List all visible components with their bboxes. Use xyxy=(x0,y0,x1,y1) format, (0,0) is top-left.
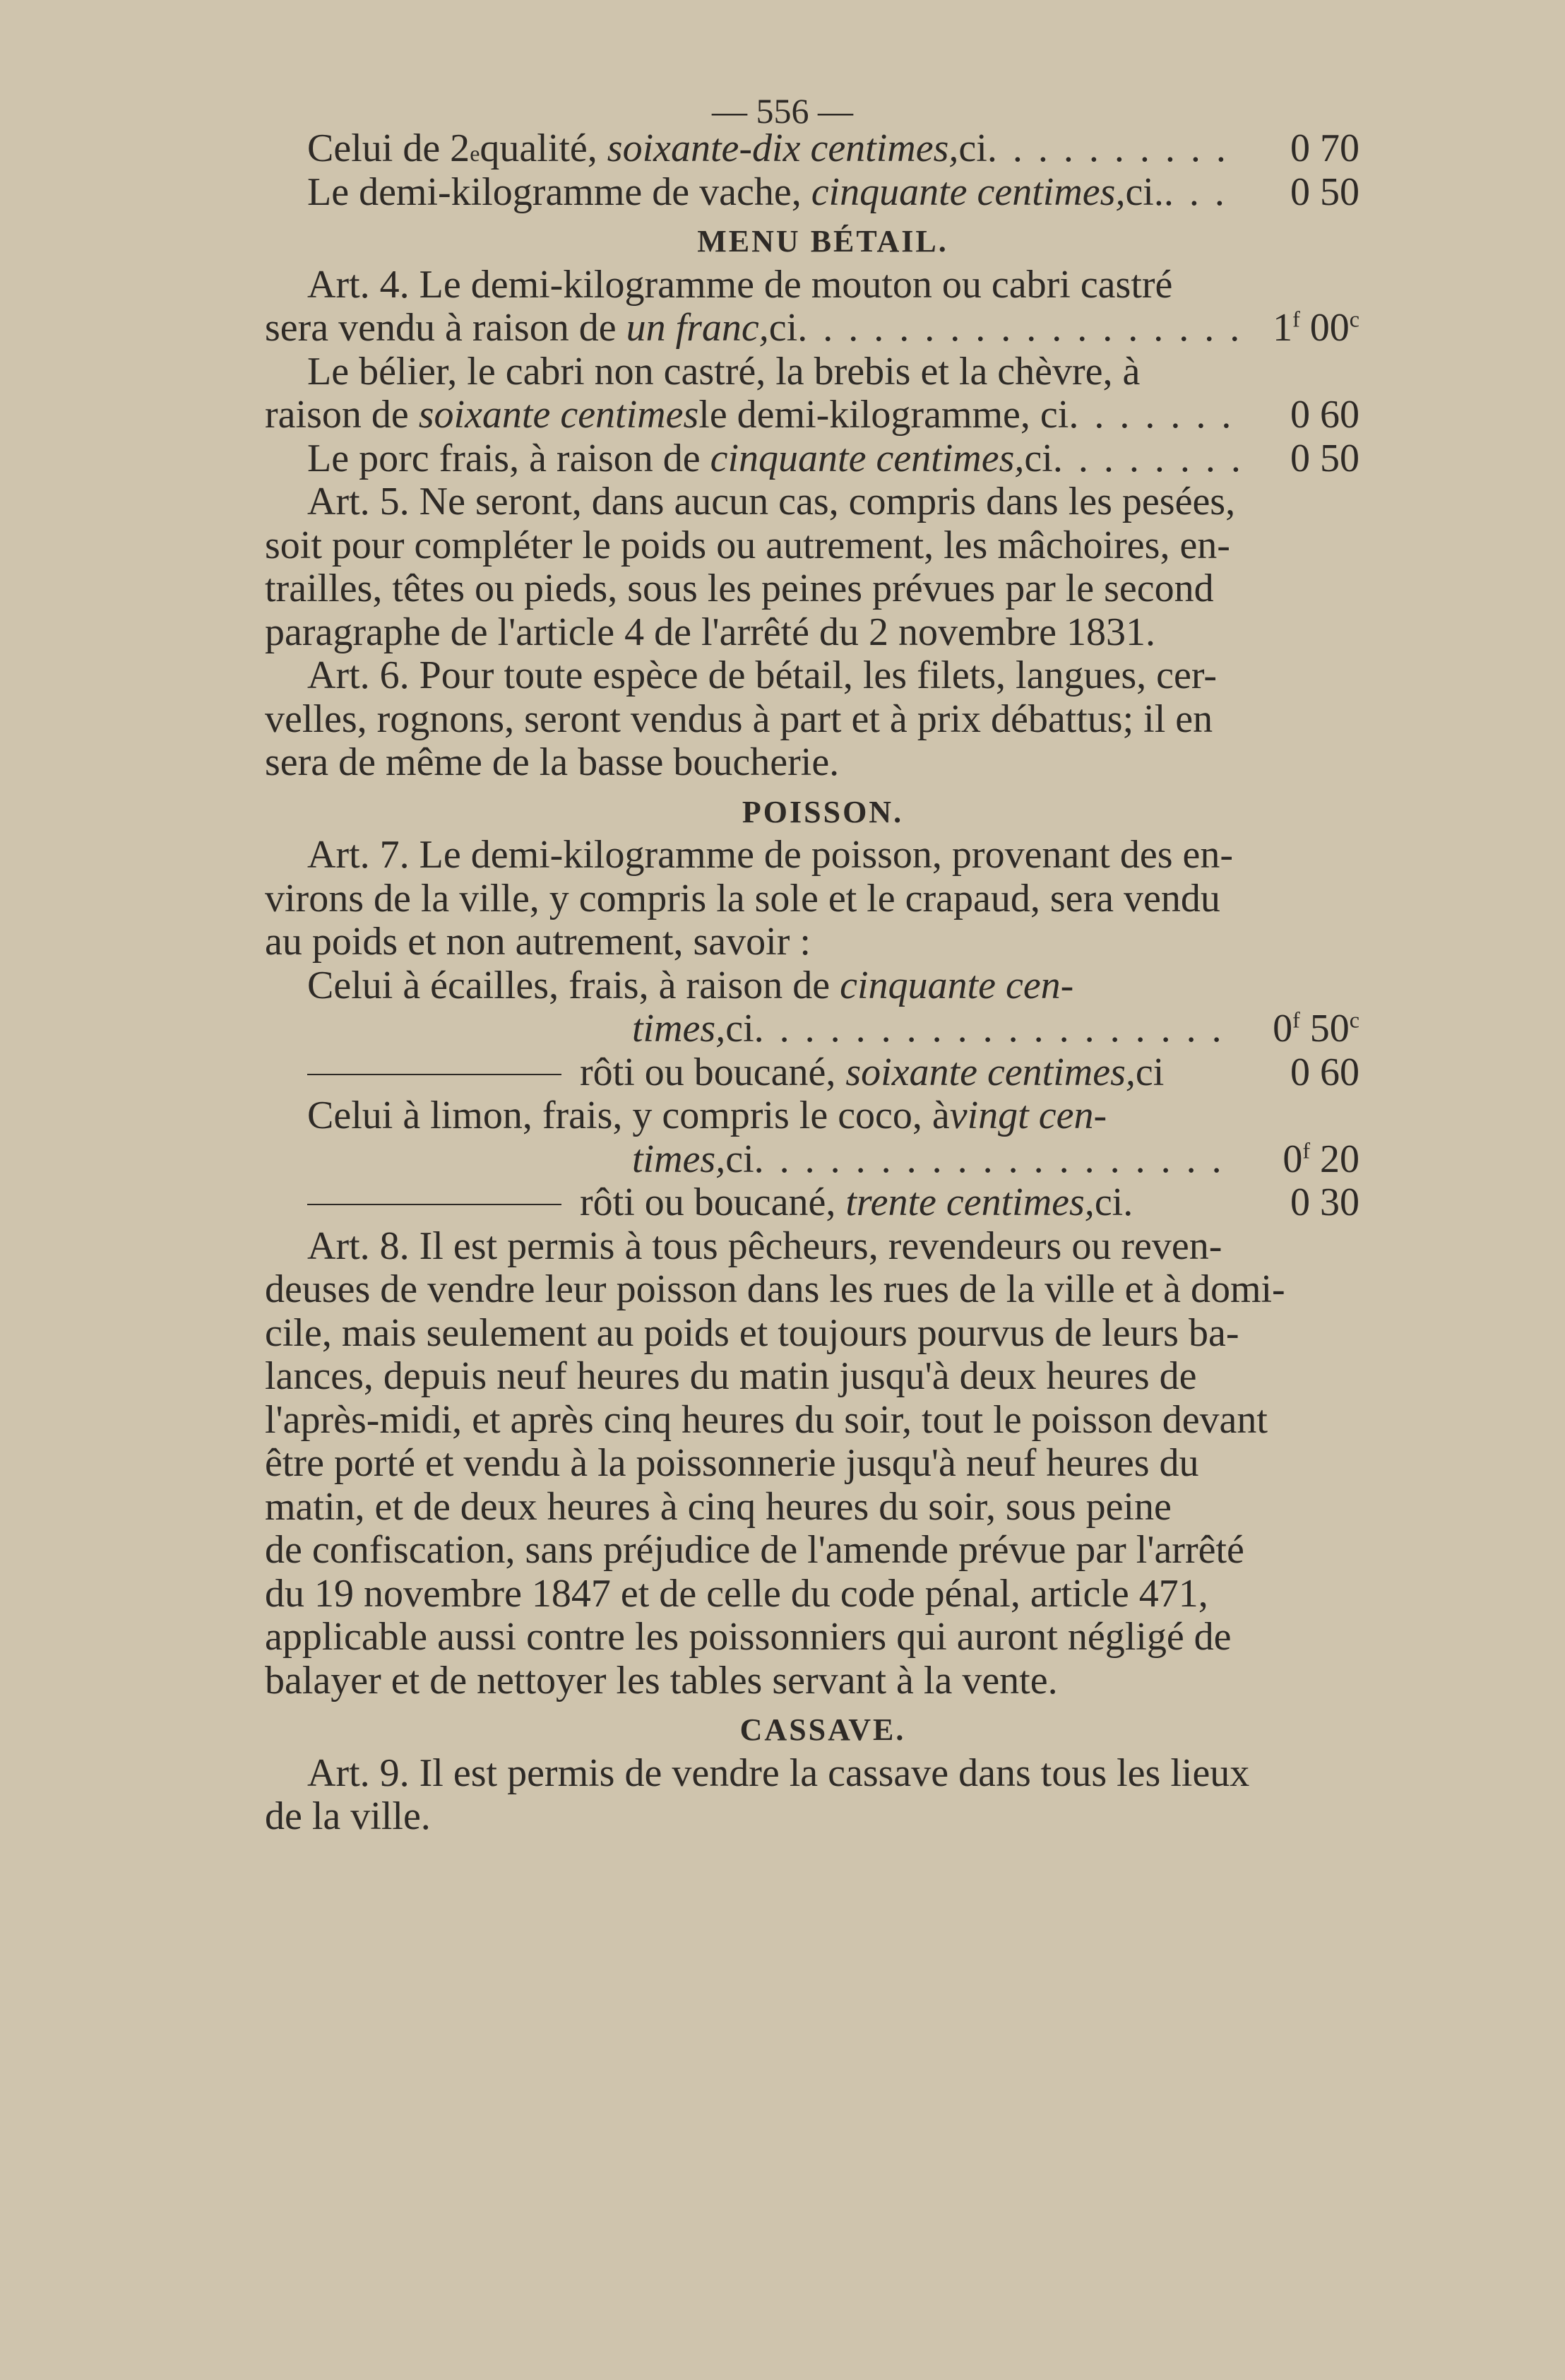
text-line: matin, et de deux heures à cinq heures du soir, sous peine xyxy=(265,1484,1172,1529)
price-line-limon-roti: rôti ou boucané, trente centimes, ci. 0 30 xyxy=(265,1181,1381,1225)
text-line: virons de la ville, y compris la sole et le crapaud, sera vendu xyxy=(265,876,1220,920)
text-line: sera de même de la basse boucherie. xyxy=(265,740,840,784)
ditto-rule xyxy=(307,1074,561,1075)
page-number: — 556 — xyxy=(712,91,853,131)
text-line: paragraphe de l'article 4 de l'arrêté du 2 novembre 1831. xyxy=(265,610,1155,654)
text-line: deuses de vendre leur poisson dans les rues de la ville et à domi- xyxy=(265,1267,1285,1311)
ditto-rule xyxy=(307,1204,561,1205)
price-line-limon: times, ci . . . 0$^f$ 20 xyxy=(265,1138,1381,1182)
text-line: Celui à limon, frais, y compris le coco, à vingt cen- xyxy=(307,1094,1107,1137)
text-line: Celui à écailles, frais, à raison de cinquante cen- xyxy=(307,963,1074,1007)
text-line: applicable aussi contre les poissonniers qui auront négligé de xyxy=(265,1615,1232,1659)
price: 0 50 xyxy=(1290,436,1359,480)
text-line: au poids et non autrement, savoir : xyxy=(265,920,811,964)
price: 0$^f$ 20 xyxy=(1283,1137,1359,1181)
text-line: de confiscation, sans préjudice de l'amende prévue par l'arrêté xyxy=(265,1528,1244,1572)
text-line: de la ville. xyxy=(265,1794,431,1838)
price-line-ecailles-roti: rôti ou boucané, soixante centimes, ci 0 60 xyxy=(265,1051,1381,1095)
text-line: l'après-midi, et après cinq heures du soir, tout le poisson devant xyxy=(265,1397,1268,1442)
price: 1$^f$ 00$^c$ xyxy=(1273,306,1359,350)
text-line: lances, depuis neuf heures du matin jusqu'à deux heures de xyxy=(265,1354,1197,1398)
price-line-mouton: sera vendu à raison de un franc, ci . . . 1$^f$ 00$^c$ xyxy=(265,307,1381,350)
dot-leader xyxy=(987,127,1239,171)
price-line-ecailles: times, ci . . . 0$^f$ 50$^c$ xyxy=(265,1007,1381,1051)
text-line: être porté et vendu à la poissonnerie jusqu'à neuf heures du xyxy=(265,1441,1199,1485)
text-line: Art. 4. Le demi-kilogramme de mouton ou cabri castré xyxy=(307,262,1173,307)
price: 0 60 xyxy=(1290,393,1359,437)
text-line: velles, rognons, seront vendus à part et à prix débattus; il en xyxy=(265,697,1213,741)
price: 0 60 xyxy=(1290,1050,1359,1094)
text-line: Art. 5. Ne seront, dans aucun cas, compris dans les pesées, xyxy=(307,480,1236,523)
dot-leader xyxy=(1164,171,1239,215)
page-body xyxy=(265,88,1381,1839)
text-line: Art. 8. Il est permis à tous pêcheurs, revendeurs ou reven- xyxy=(307,1224,1222,1268)
price-line-belier: raison de soixante centimes le demi-kilogramme, ci . . . 0 60 xyxy=(265,393,1381,437)
dot-leader xyxy=(1069,393,1239,437)
price: 0 70 xyxy=(1290,126,1359,170)
price: 0 30 xyxy=(1290,1180,1359,1224)
section-heading-poisson: POISSON. xyxy=(742,794,904,829)
price-line-second-quality: Celui de 2 e qualité, soixante-dix centimes, ci . . . 0 70 xyxy=(265,127,1381,171)
text-line: Art. 7. Le demi-kilogramme de poisson, provenant des en- xyxy=(307,833,1233,877)
price: 0 50 xyxy=(1290,170,1359,214)
dot-leader xyxy=(797,307,1239,350)
text-line: Art. 9. Il est permis de vendre la cassave dans tous les lieux xyxy=(307,1751,1250,1795)
text-line: trailles, têtes ou pieds, sous les peines prévues par le second xyxy=(265,567,1214,610)
price-line-vache: Le demi-kilogramme de vache, cinquante centimes, ci. . . . 0 50 xyxy=(265,171,1381,215)
text-line: Le bélier, le cabri non castré, la brebis et la chèvre, à xyxy=(307,349,1141,393)
text-line: soit pour compléter le poids ou autrement, les mâchoires, en- xyxy=(265,523,1230,567)
dot-leader xyxy=(1053,437,1239,481)
price: 0$^f$ 50$^c$ xyxy=(1273,1007,1359,1050)
dot-leader xyxy=(754,1138,1239,1182)
price-line-porc: Le porc frais, à raison de cinquante centimes, ci . . . 0 50 xyxy=(265,437,1381,481)
section-heading-cassave: CASSAVE. xyxy=(739,1712,906,1747)
dot-leader xyxy=(754,1007,1239,1051)
text-line: du 19 novembre 1847 et de celle du code pénal, article 471, xyxy=(265,1571,1208,1616)
text-line: cile, mais seulement au poids et toujours pourvus de leurs ba- xyxy=(265,1310,1239,1355)
text-line: Art. 6. Pour toute espèce de bétail, les filets, langues, cer- xyxy=(307,653,1217,697)
text-line: balayer et de nettoyer les tables servant à la vente. xyxy=(265,1658,1058,1703)
section-heading-menu-betail: MENU BÉTAIL. xyxy=(697,224,948,259)
